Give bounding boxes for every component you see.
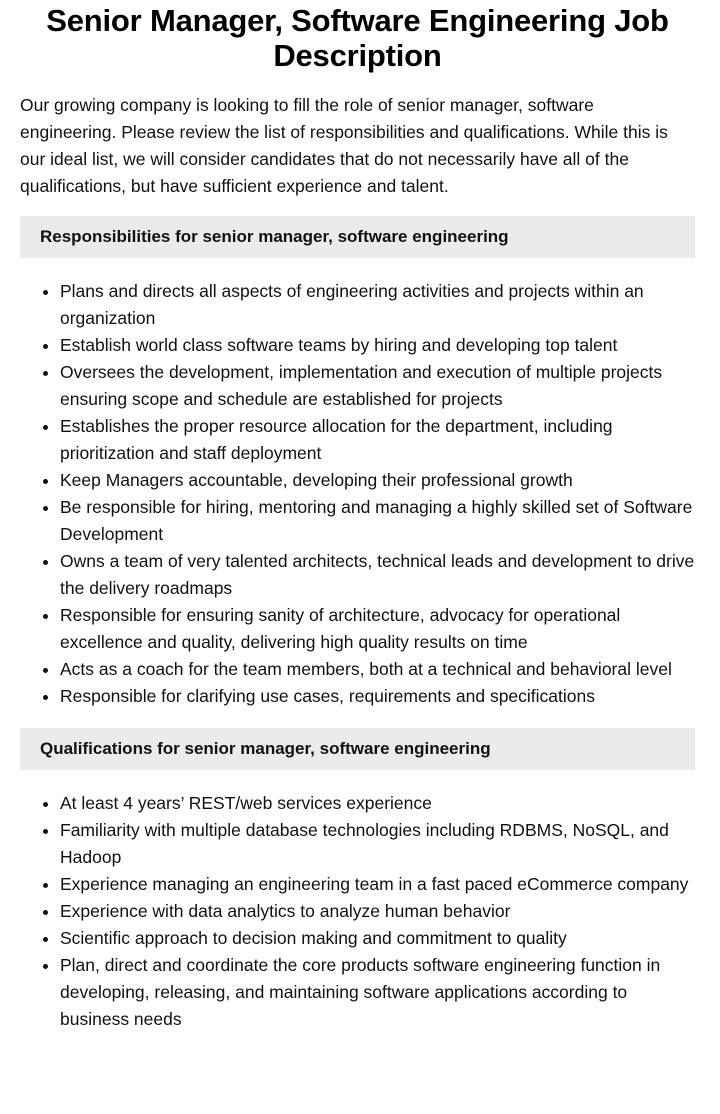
list-item: Familiarity with multiple database technologies including RDBMS, NoSQL, and Hadoop: [60, 817, 695, 871]
list-item: Scientific approach to decision making and commitment to quality: [60, 925, 695, 952]
intro-paragraph: Our growing company is looking to fill the role of senior manager, software engineering. Please review the list of responsibilities and qualifications. While this is our ideal list, we will consider candidates that do not necessarily have all of the qualifications, but have sufficient experience and talent.: [20, 95, 668, 196]
list-item: Responsible for clarifying use cases, requirements and specifications: [60, 683, 695, 710]
list-item: Owns a team of very talented architects, technical leads and development to drive the delivery roadmaps: [60, 548, 695, 602]
qualifications-heading: Qualifications for senior manager, software engineering: [20, 728, 695, 770]
list-item: Responsible for ensuring sanity of architecture, advocacy for operational excellence and quality, delivering high quality results on time: [60, 602, 695, 656]
list-item: Acts as a coach for the team members, both at a technical and behavioral level: [60, 656, 695, 683]
qualifications-list: [20, 790, 695, 1033]
list-item: Plans and directs all aspects of engineering activities and projects within an organization: [60, 278, 695, 332]
responsibilities-heading: Responsibilities for senior manager, software engineering: [20, 216, 695, 258]
list-item: Plan, direct and coordinate the core products software engineering function in developing, releasing, and maintaining software applications according to business needs: [60, 952, 695, 1033]
list-item: Keep Managers accountable, developing their professional growth: [60, 467, 695, 494]
responsibilities-list: [20, 278, 695, 710]
list-item: Oversees the development, implementation and execution of multiple projects ensuring scope and schedule are established for projects: [60, 359, 695, 413]
list-item: At least 4 years’ REST/web services experience: [60, 790, 695, 817]
list-item: Establishes the proper resource allocation for the department, including prioritization and staff deployment: [60, 413, 695, 467]
list-item: Experience managing an engineering team in a fast paced eCommerce company: [60, 871, 695, 898]
list-item: Establish world class software teams by hiring and developing top talent: [60, 332, 695, 359]
list-item: Be responsible for hiring, mentoring and managing a highly skilled set of Software Development: [60, 494, 695, 548]
page-title: Senior Manager, Software Engineering Job Description: [46, 3, 669, 73]
list-item: Experience with data analytics to analyze human behavior: [60, 898, 695, 925]
